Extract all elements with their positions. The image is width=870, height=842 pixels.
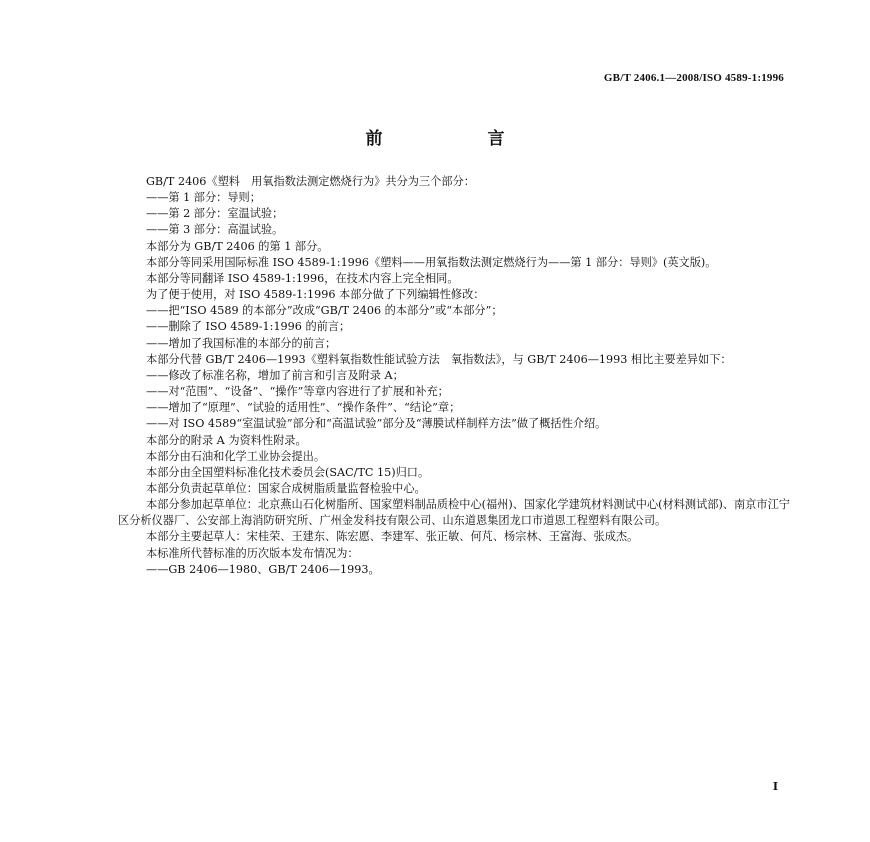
paragraph: 本部分的附录 A 为资料性附录。 bbox=[146, 433, 307, 447]
paragraph: 本部分等同翻译 ISO 4589-1:1996，在技术内容上完全相同。 bbox=[146, 271, 459, 285]
paragraph: 本部分参加起草单位：北京燕山石化树脂所、国家塑料制品质检中心(福州)、国家化学建筑材料测试中心(材料测试部)、南京市江宁区分析仪器厂、公安部上海消防研究所、广州金发科技有限公司、山东道恩集团龙口市道恩工程塑料有限公司。 bbox=[118, 498, 790, 528]
paragraph: 本部分为 GB/T 2406 的第 1 部分。 bbox=[146, 239, 329, 253]
paragraph: ——增加了“原理”、“试验的适用性”、“操作条件”、“结论”章； bbox=[146, 401, 461, 415]
paragraph: 本部分负责起草单位：国家合成树脂质量监督检验中心。 bbox=[146, 481, 426, 495]
paragraph: GB/T 2406《塑料 用氧指数法测定燃烧行为》共分为三个部分： bbox=[146, 175, 475, 188]
paragraph: 为了便于使用，对 ISO 4589-1:1996 本部分做了下列编辑性修改： bbox=[146, 288, 485, 302]
page-title: 前 言 bbox=[365, 129, 549, 149]
paragraph: 本标准所代替标准的历次版本发布情况为： bbox=[146, 546, 359, 560]
paragraph: ——增加了我国标准的本部分的前言； bbox=[146, 336, 337, 350]
foreword-body bbox=[118, 174, 800, 578]
page-number: I bbox=[772, 780, 778, 793]
paragraph: 本部分由石油和化学工业协会提出。 bbox=[146, 449, 326, 463]
paragraph: ——对“范围”、“设备”、“操作”等章内容进行了扩展和补充； bbox=[146, 385, 449, 399]
paragraph: ——把“ISO 4589 的本部分”改成“GB/T 2406 的本部分”或“本部分”； bbox=[146, 304, 503, 318]
paragraph: ——第 3 部分：高温试验。 bbox=[146, 223, 284, 237]
paragraph: ——第 1 部分：导则； bbox=[146, 191, 261, 205]
paragraph: ——删除了 ISO 4589-1:1996 的前言； bbox=[146, 320, 351, 334]
paragraph: ——第 2 部分：室温试验； bbox=[146, 207, 284, 221]
paragraph: 本部分等同采用国际标准 ISO 4589-1:1996《塑料——用氧指数法测定燃烧行为——第 1 部分：导则》(英文版)。 bbox=[146, 255, 717, 269]
paragraph: 本部分由全国塑料标准化技术委员会(SAC/TC 15)归口。 bbox=[146, 465, 430, 479]
paragraph: 本部分代替 GB/T 2406—1993《塑料氧指数性能试验方法 氧指数法》，与 GB/T 2406—1993 相比主要差异如下： bbox=[146, 352, 732, 366]
paragraph: ——对 ISO 4589“室温试验”部分和“高温试验”部分及“薄膜试样制样方法”做了概括性介绍。 bbox=[146, 417, 607, 431]
standard-number-header: GB/T 2406.1—2008/ISO 4589-1:1996 bbox=[603, 72, 784, 84]
paragraph: ——GB 2406—1980、GB/T 2406—1993。 bbox=[146, 562, 380, 576]
paragraph: 本部分主要起草人：宋桂荣、王建东、陈宏愿、李建军、张正敏、何芃、杨宗林、王富海、张成杰。 bbox=[146, 530, 639, 544]
paragraph: ——修改了标准名称，增加了前言和引言及附录 A； bbox=[146, 368, 404, 382]
